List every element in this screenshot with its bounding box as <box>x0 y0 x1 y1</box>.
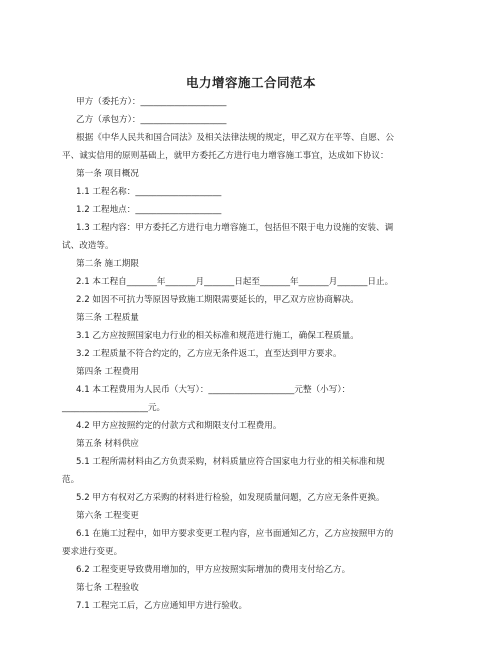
clause-6-1-cont: 要求进行变更。 <box>62 547 123 557</box>
clause-7-1: 7.1 工程完工后，乙方应通知甲方进行验收。 <box>76 601 248 611</box>
clause-3-2: 3.2 工程质量不符合约定的，乙方应无条件返工，直至达到甲方要求。 <box>76 349 342 359</box>
clause-6-2: 6.2 工程变更导致费用增加的，甲方应按照实际增加的费用支付给乙方。 <box>76 565 351 575</box>
clause-4-1-cont: ____________________元。 <box>62 403 166 413</box>
clause-5-1-cont: 范。 <box>62 475 80 485</box>
section-heading-4: 第四条 工程费用 <box>76 367 139 377</box>
preamble-line-2: 平、诚实信用的原则基础上，就甲方委托乙方进行电力增容施工事宜，达成如下协议： <box>62 151 389 161</box>
clause-1-3: 1.3 工程内容：甲方委托乙方进行电力增容施工，包括但不限于电力设施的安装、调 <box>76 223 394 233</box>
clause-2-1: 2.1 本工程自_______年_______月_______日起至_______年_______月_______日止。 <box>76 277 394 287</box>
preamble-line-1: 根据《中华人民共和国合同法》及相关法律法规的规定，甲乙双方在平等、自愿、公 <box>76 133 394 143</box>
clause-2-2: 2.2 如因不可抗力等原因导致施工期限需要延长的，甲乙双方应协商解决。 <box>76 295 359 305</box>
clause-1-1: 1.1 工程名称：____________________ <box>76 187 222 197</box>
section-heading-7: 第七条 工程验收 <box>76 583 139 593</box>
section-heading-3: 第三条 工程质量 <box>76 313 139 323</box>
clause-3-1: 3.1 乙方应按照国家电力行业的相关标准和规范进行施工，确保工程质量。 <box>76 331 359 341</box>
document-title: 电力增容施工合同范本 <box>185 75 316 90</box>
clause-5-2: 5.2 甲方有权对乙方采购的材料进行检验，如发现质量问题，乙方应无条件更换。 <box>76 493 385 503</box>
clause-4-1: 4.1 本工程费用为人民币（大写）：____________________元整（小写）： <box>76 385 351 395</box>
section-heading-1: 第一条 项目概况 <box>76 169 139 179</box>
clause-1-2: 1.2 工程地点：____________________ <box>76 205 222 215</box>
clause-1-3-cont: 试、改造等。 <box>62 241 114 251</box>
clause-5-1: 5.1 工程所需材料由乙方负责采购，材料质量应符合国家电力行业的相关标准和规 <box>76 457 385 467</box>
party-a-line: 甲方（委托方）：____________________ <box>76 97 227 107</box>
clause-4-2: 4.2 甲方应按照约定的付款方式和期限支付工程费用。 <box>76 421 282 431</box>
clause-6-1: 6.1 在施工过程中，如甲方要求变更工程内容，应书面通知乙方，乙方应按照甲方的 <box>76 529 394 539</box>
section-heading-6: 第六条 工程变更 <box>76 511 139 521</box>
section-heading-5: 第五条 材料供应 <box>76 439 139 449</box>
section-heading-2: 第二条 施工期限 <box>76 259 139 269</box>
party-b-line: 乙方（承包方）：____________________ <box>76 115 227 125</box>
